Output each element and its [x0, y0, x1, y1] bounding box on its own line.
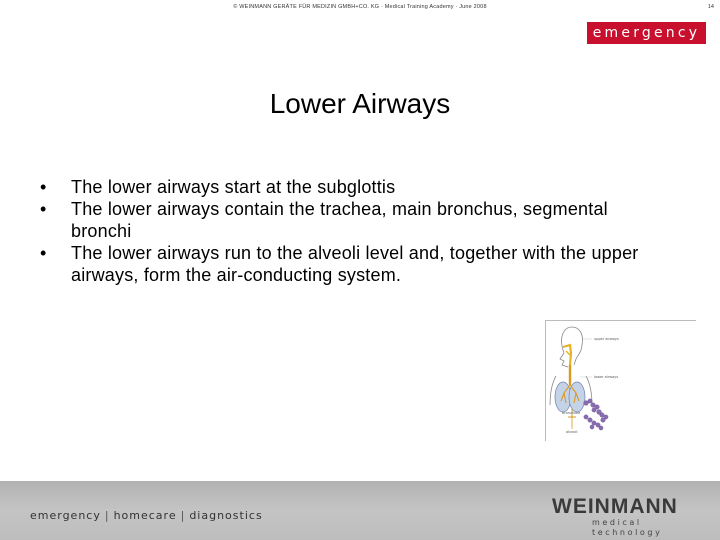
- tagline-homecare: homecare: [113, 509, 177, 522]
- bullet-item: [40, 198, 670, 242]
- header-copyright: © WEINMANN GERÄTE FÜR MEDIZIN GMBH+CO. KG · Medical Training Academy · June 2008: [233, 4, 487, 10]
- footer-bar: [0, 481, 720, 540]
- bullet-icon: •: [40, 177, 47, 197]
- bullet-icon: •: [40, 243, 47, 263]
- bullet-list: [40, 176, 670, 286]
- separator-icon: |: [104, 509, 110, 522]
- page-number: 14: [707, 4, 714, 10]
- logo-wordmark: WEINMANN: [552, 495, 678, 518]
- footer-tagline: [30, 509, 263, 522]
- airway-illustration: [546, 321, 696, 441]
- figure-label-alveoli: alveoli: [566, 430, 578, 434]
- bullet-item: [40, 242, 670, 286]
- tagline-emergency: emergency: [30, 509, 101, 522]
- figure-label-bronchiole: bronchiole: [562, 411, 581, 415]
- logo-subtitle: medical technology: [592, 518, 663, 537]
- tagline-diagnostics: diagnostics: [189, 509, 263, 522]
- figure-label-upper: upper airways: [594, 337, 619, 341]
- bullet-text: The lower airways contain the trachea, main bronchus, segmental bronchi: [71, 199, 608, 241]
- bullet-text: The lower airways run to the alveoli level and, together with the upper airways, form the air-conducting system.: [71, 243, 639, 285]
- figure-label-lower: lower airways: [594, 375, 619, 379]
- emergency-badge: emergency: [587, 22, 706, 44]
- bullet-item: [40, 176, 670, 198]
- bullet-icon: •: [40, 199, 47, 219]
- bullet-text: The lower airways start at the subglottis: [71, 177, 396, 197]
- weinmann-logo: [552, 496, 692, 538]
- slide-title: Lower Airways: [269, 88, 451, 119]
- airway-anatomy-figure: [545, 320, 696, 441]
- separator-icon: |: [180, 509, 186, 522]
